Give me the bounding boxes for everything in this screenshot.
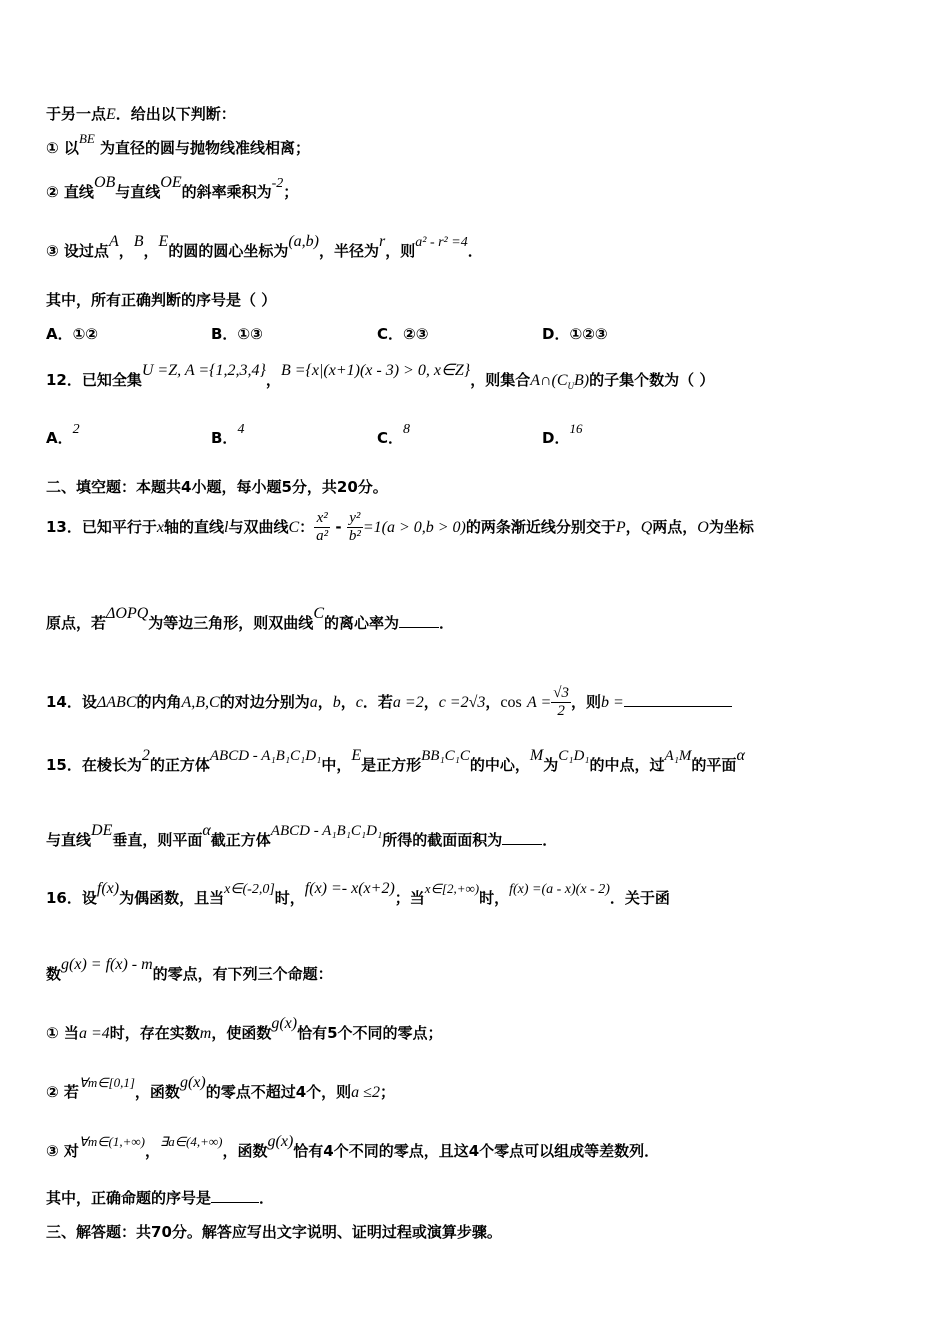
question-16-line-2: 数g(x) = f(x) - m的零点，有下列三个命题：: [46, 956, 333, 983]
q12-option-c: C．8: [377, 422, 411, 447]
intro-question: 其中，所有正确判断的序号是（ ）: [46, 291, 277, 309]
intro-text: 于另一点E．给出以下判断：: [46, 105, 236, 123]
question-15-line-2: 与直线DE垂直，则平面α截正方体ABCD - A₁B₁C₁D₁所得的截面面积为 ．: [46, 822, 558, 849]
option-b: B．①③: [211, 325, 263, 343]
option-d: D．①②③: [542, 325, 608, 343]
question-12: 12．已知全集U =Z, A ={1,2,3,4}，B ={x|(x+1)(x - 3) > 0, x∈Z}，则集合$A\cap(C_UB)$的子集个数为（ ）: [46, 362, 715, 392]
q12-option-b: B．4: [211, 422, 245, 447]
proposition-1: ① 当a =4时，存在实数m，使函数g(x)恰有5个不同的零点；: [46, 1015, 443, 1042]
judgement-1: ① 以BE 为直径的圆与抛物线准线相离；: [46, 131, 311, 157]
judgement-3: ③ 设过点A，B，E的圆的圆心坐标为(a,b)，半径为r，则a² - r² =4．: [46, 233, 483, 260]
question-16-line-1: 16．设f(x)为偶函数，且当x∈(-2,0]时，f(x) =- x(x+2)；当x∈[2,+∞)时，f(x) =(a - x)(x - 2)．关于函: [46, 880, 670, 907]
question-14: 14．设ΔABC的内角A,B,C的对边分别为a，b，c．若a =2，c =2√3，cos A = $\frac{√3}{2}$ ，则b =: [46, 685, 732, 720]
question-13-line-2: 原点，若ΔOPQ为等边三角形，则双曲线C的离心率为 ．: [46, 605, 455, 632]
option-c: C．②③: [377, 325, 429, 343]
proposition-2: ② 若∀m∈[0,1]，函数g(x)的零点不超过4个，则a ≤2；: [46, 1074, 395, 1101]
section-2-heading: 二、填空题：本题共4小题，每小题5分，共20分。: [46, 478, 388, 496]
option-a: A．①②: [46, 325, 99, 343]
judgement-2: ② 直线OB与直线OE的斜率乘积为-2；: [46, 174, 299, 201]
q12-option-a: A．2: [46, 422, 80, 447]
q16-question: 其中，正确命题的序号是 ．: [46, 1189, 275, 1207]
question-15-line-1: 15．在棱长为2的正方体ABCD - A₁B₁C₁D₁中，E是正方形BB₁C₁C的中心，M为C₁D₁的中点，过A₁M的平面α: [46, 747, 745, 774]
q12-option-d: D．16: [542, 421, 583, 447]
question-13-line-1: 13．已知平行于x轴的直线l与双曲线C： $\frac{\text{x²}}{\text{a²}}$ - $\frac{\text{y²}}{\text{b²}}$ =1(a > 0,b > 0)的两条渐近线分别交于P，Q两点，O为坐标: [46, 510, 754, 544]
proposition-3: ③ 对∀m∈(1,+∞)，∃a∈(4,+∞)，函数g(x)恰有4个不同的零点，且这4个零点可以组成等差数列．: [46, 1133, 660, 1160]
section-3-heading: 三、解答题：共70分。解答应写出文字说明、证明过程或演算步骤。: [46, 1223, 502, 1241]
